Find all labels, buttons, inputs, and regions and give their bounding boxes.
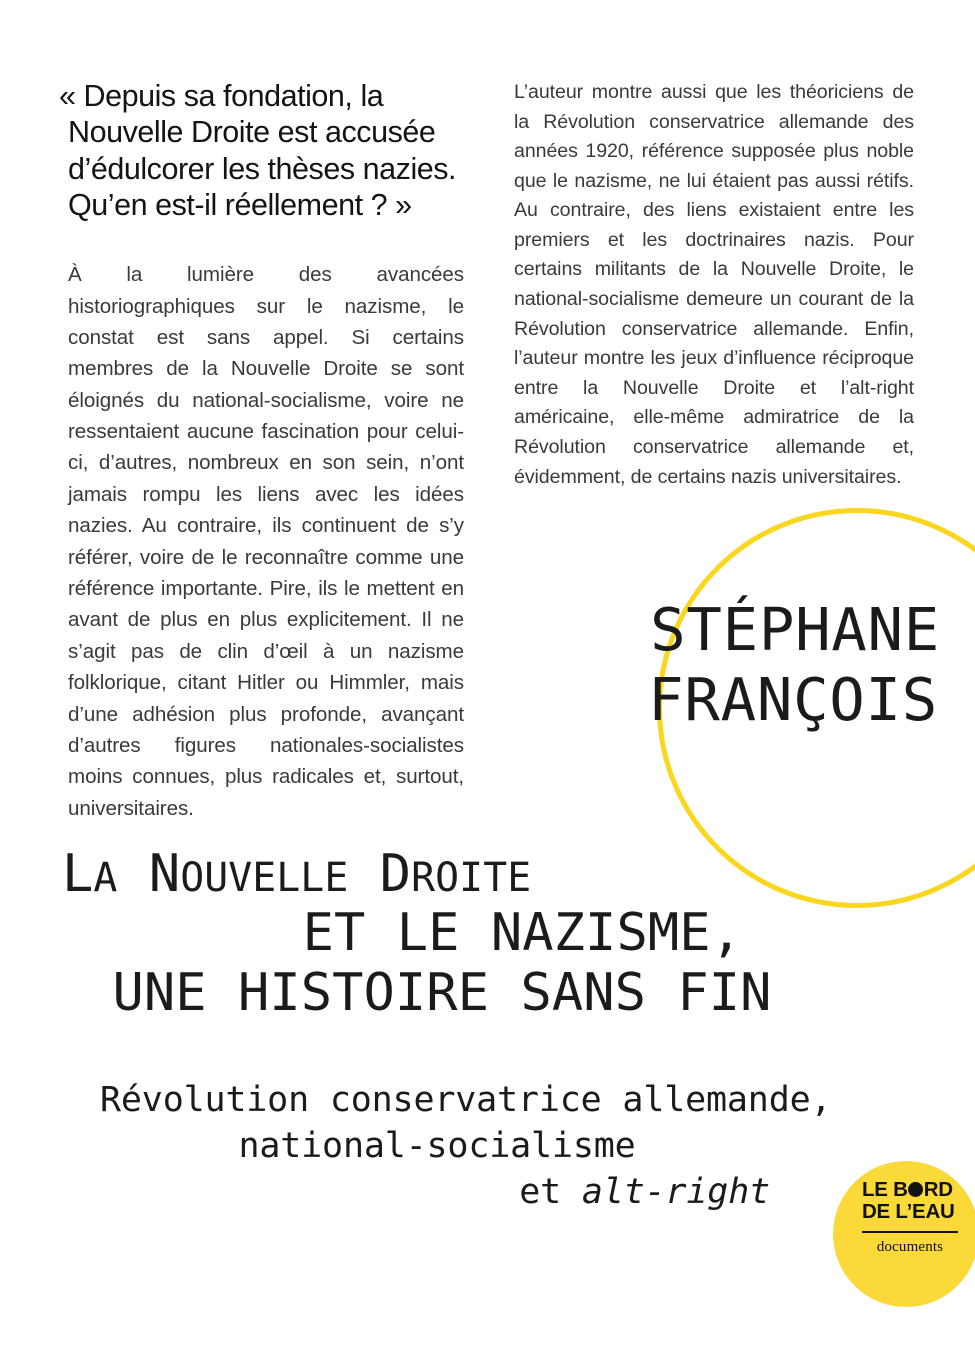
- title-line-1: LA NOUVELLE DROITE: [62, 844, 532, 904]
- subtitle-line-3-emphasis: alt-right: [581, 1171, 770, 1212]
- subtitle-line-3: [62, 1170, 822, 1216]
- pull-quote: « Depuis sa fondation, la Nouvelle Droite est accusée d’édulcorer les thèses nazies. Qu’en est-il réellement ? »: [59, 79, 457, 222]
- publisher-logo-inner: [862, 1179, 958, 1256]
- publisher-name-line-1-after-o: RD: [923, 1178, 953, 1201]
- title-line-3: UNE HISTOIRE SANS FIN: [112, 962, 772, 1023]
- publisher-logo: [833, 1161, 975, 1307]
- right-text-column: [514, 78, 914, 492]
- publisher-name-line-1-before-o: LE B: [862, 1178, 908, 1201]
- author-last-name: FRANÇOIS: [648, 664, 938, 734]
- publisher-name-line-1: [862, 1179, 958, 1201]
- author-first-name: STÉPHANE: [650, 595, 940, 664]
- publisher-name-line-2: DE L’EAU: [862, 1199, 955, 1223]
- title-line-2: ET LE NAZISME,: [302, 903, 742, 964]
- left-blurb-paragraph: À la lumière des avancées historiographiques sur le nazisme, le constat est sans appel. Si certains membres de la Nouvelle Droite se sont éloignés du national-socialisme, voire ne ressentaient aucune fascination pour celui-ci, d’autres, nombreux en son sein, n’ont jamais rompu les liens avec les idées nazies. Au contraire, ils continuent de s’y référer, voire de le reconnaître comme une référence importante. Pire, ils le mettent en avant de plus en plus explicitement. Il ne s’agit pas de clin d’œil à un nazisme folklorique, citant Hitler ou Himmler, mais d’une adhésion plus profonde, avançant d’autres figures nationales-socialistes moins connues, plus radicales et, surtout, universitaires.: [68, 263, 464, 820]
- subtitle-line-1: Révolution conservatrice allemande,: [100, 1080, 832, 1120]
- collection-name: documents: [876, 1238, 944, 1255]
- filled-circle-o-icon: [908, 1182, 923, 1197]
- subtitle-line-3-prefix: et: [519, 1171, 582, 1212]
- logo-divider-rule: [862, 1231, 958, 1233]
- author-name: [0, 595, 940, 734]
- book-subtitle: [62, 1078, 832, 1216]
- right-blurb-paragraph: L’auteur montre aussi que les théoriciens de la Révolution conservatrice allemande des années 1920, référence supposée plus noble que le nazisme, ne lui étaient pas aussi rétifs. Au contraire, des liens existaient entre les premiers et les doctrinaires nazis. Pour certains militants de la Nouvelle Droite, le national-socialisme demeure un courant de la Révolution conservatrice allemande. Enfin, l’auteur montre les jeux d’influence réciproque entre la Nouvelle Droite et l’alt-right américaine, elle-même admiratrice de la Révolution conservatrice allemande et, évidemment, de certains nazis universitaires.: [514, 81, 914, 488]
- subtitle-line-2: national-socialisme: [238, 1125, 636, 1166]
- book-title: [62, 845, 852, 1023]
